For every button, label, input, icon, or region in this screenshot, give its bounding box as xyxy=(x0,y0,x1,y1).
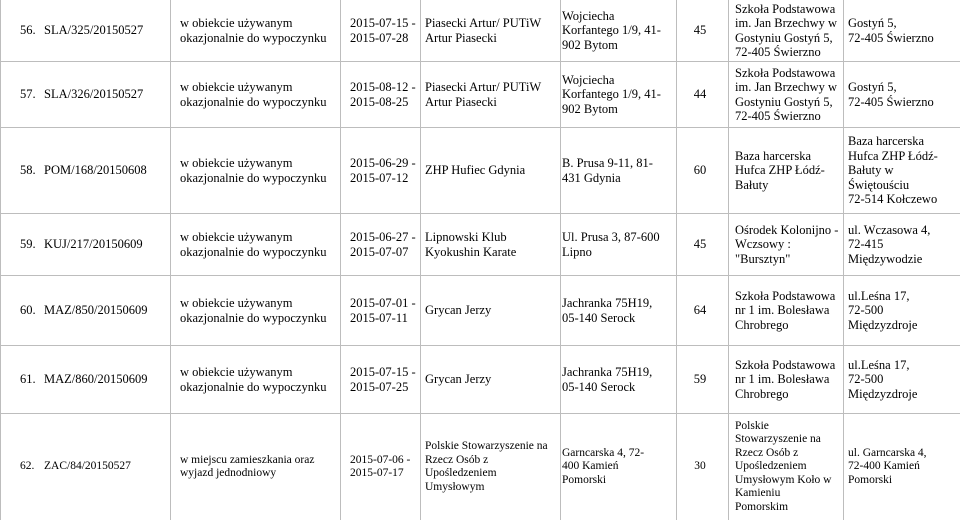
participant-count: 45 xyxy=(693,23,707,38)
stay-type: w obiekcie używanym okazjonalnie do wypoczynku xyxy=(180,156,327,185)
row-number: 60. xyxy=(20,303,36,318)
venue-location: Gostyń 5, 72-405 Świerzno xyxy=(848,80,934,109)
registration-code: ZAC/84/20150527 xyxy=(44,460,131,473)
organizer: Grycan Jerzy xyxy=(425,372,492,387)
venue: Szkoła Podstawowa im. Jan Brzechwy w Gostyniu Gostyń 5, 72-405 Świerzno xyxy=(735,1,838,59)
row-number: 58. xyxy=(20,163,36,178)
table-row xyxy=(0,214,960,276)
organizer: Piasecki Artur/ PUTiW Artur Piasecki xyxy=(425,80,542,109)
row-number: 59. xyxy=(20,237,36,252)
date-range: 2015-06-29 - 2015-07-12 xyxy=(350,156,416,185)
stay-type: w miejscu zamieszkania oraz wyjazd jednodniowy xyxy=(180,453,315,479)
stay-type: w obiekcie używanym okazjonalnie do wypoczynku xyxy=(180,80,327,109)
registration-code: KUJ/217/20150609 xyxy=(44,237,143,252)
venue-location: ul. Wczasowa 4, 72-415 Międzywodzie xyxy=(848,222,931,266)
participant-count: 44 xyxy=(693,87,707,102)
table-row xyxy=(0,62,960,128)
organizer: Piasecki Artur/ PUTiW Artur Piasecki xyxy=(425,16,542,45)
venue-location: ul.Leśna 17, 72-500 Międzyzdroje xyxy=(848,357,918,401)
row-number: 56. xyxy=(20,23,36,38)
venue: Szkoła Podstawowa nr 1 im. Bolesława Chrobrego xyxy=(735,288,836,332)
organizer: Lipnowski Klub Kyokushin Karate xyxy=(425,230,517,259)
venue-location: Gostyń 5, 72-405 Świerzno xyxy=(848,16,934,45)
organizer-address: Ul. Prusa 3, 87-600 Lipno xyxy=(562,230,660,259)
table-row xyxy=(0,346,960,414)
participant-count: 59 xyxy=(693,372,707,387)
venue: Baza harcerska Hufca ZHP Łódź- Bałuty xyxy=(735,148,825,192)
organizer: ZHP Hufiec Gdynia xyxy=(425,163,526,178)
table-row xyxy=(0,414,960,520)
date-range: 2015-07-06 - 2015-07-17 xyxy=(350,453,411,479)
organizer-address: B. Prusa 9-11, 81- 431 Gdynia xyxy=(562,156,653,185)
stay-type: w obiekcie używanym okazjonalnie do wypoczynku xyxy=(180,296,327,325)
participant-count: 45 xyxy=(693,237,707,252)
organizer: Grycan Jerzy xyxy=(425,303,492,318)
registration-code: MAZ/850/20150609 xyxy=(44,303,148,318)
participant-count: 64 xyxy=(693,303,707,318)
organizer-address: Jachranka 75H19, 05-140 Serock xyxy=(562,296,653,325)
row-number: 57. xyxy=(20,87,36,102)
venue: Polskie Stowarzyszenie na Rzecz Osób z Upośledzeniem Umysłowym Koło w Kamieniu Pomorskim xyxy=(735,419,832,513)
table-row xyxy=(0,0,960,62)
date-range: 2015-06-27 - 2015-07-07 xyxy=(350,230,416,259)
venue: Ośrodek Kolonijno - Wczsowy : "Bursztyn" xyxy=(735,222,839,266)
row-number: 62. xyxy=(20,460,35,473)
organizer-address: Garncarska 4, 72- 400 Kamień Pomorski xyxy=(562,446,645,486)
table-row xyxy=(0,128,960,214)
registration-code: SLA/325/20150527 xyxy=(44,23,144,38)
table-row xyxy=(0,276,960,346)
stay-type: w obiekcie używanym okazjonalnie do wypoczynku xyxy=(180,365,327,394)
row-number: 61. xyxy=(20,372,36,387)
venue-location: ul. Garncarska 4, 72-400 Kamień Pomorski xyxy=(848,446,927,486)
stay-type: w obiekcie używanym okazjonalnie do wypoczynku xyxy=(180,16,327,45)
registration-code: POM/168/20150608 xyxy=(44,163,147,178)
venue-location: Baza harcerska Hufca ZHP Łódź- Bałuty w Świętouściu 72-514 Kołczewo xyxy=(848,134,938,207)
registration-code: MAZ/860/20150609 xyxy=(44,372,148,387)
participant-count: 30 xyxy=(694,460,706,473)
date-range: 2015-08-12 - 2015-08-25 xyxy=(350,80,416,109)
organizer: Polskie Stowarzyszenie na Rzecz Osób z Upośledzeniem Umysłowym xyxy=(425,440,548,493)
organizer-address: Wojciecha Korfantego 1/9, 41- 902 Bytom xyxy=(562,72,661,116)
date-range: 2015-07-15 - 2015-07-28 xyxy=(350,16,416,45)
venue-location: ul.Leśna 17, 72-500 Międzyzdroje xyxy=(848,288,918,332)
participant-count: 60 xyxy=(693,163,707,178)
venue: Szkoła Podstawowa nr 1 im. Bolesława Chrobrego xyxy=(735,357,836,401)
organizer-address: Jachranka 75H19, 05-140 Serock xyxy=(562,365,653,394)
organizer-address: Wojciecha Korfantego 1/9, 41- 902 Bytom xyxy=(562,8,661,52)
date-range: 2015-07-01 - 2015-07-11 xyxy=(350,296,416,325)
stay-type: w obiekcie używanym okazjonalnie do wypoczynku xyxy=(180,230,327,259)
venue: Szkoła Podstawowa im. Jan Brzechwy w Gostyniu Gostyń 5, 72-405 Świerzno xyxy=(735,65,838,123)
date-range: 2015-07-15 - 2015-07-25 xyxy=(350,365,416,394)
registration-code: SLA/326/20150527 xyxy=(44,87,144,102)
